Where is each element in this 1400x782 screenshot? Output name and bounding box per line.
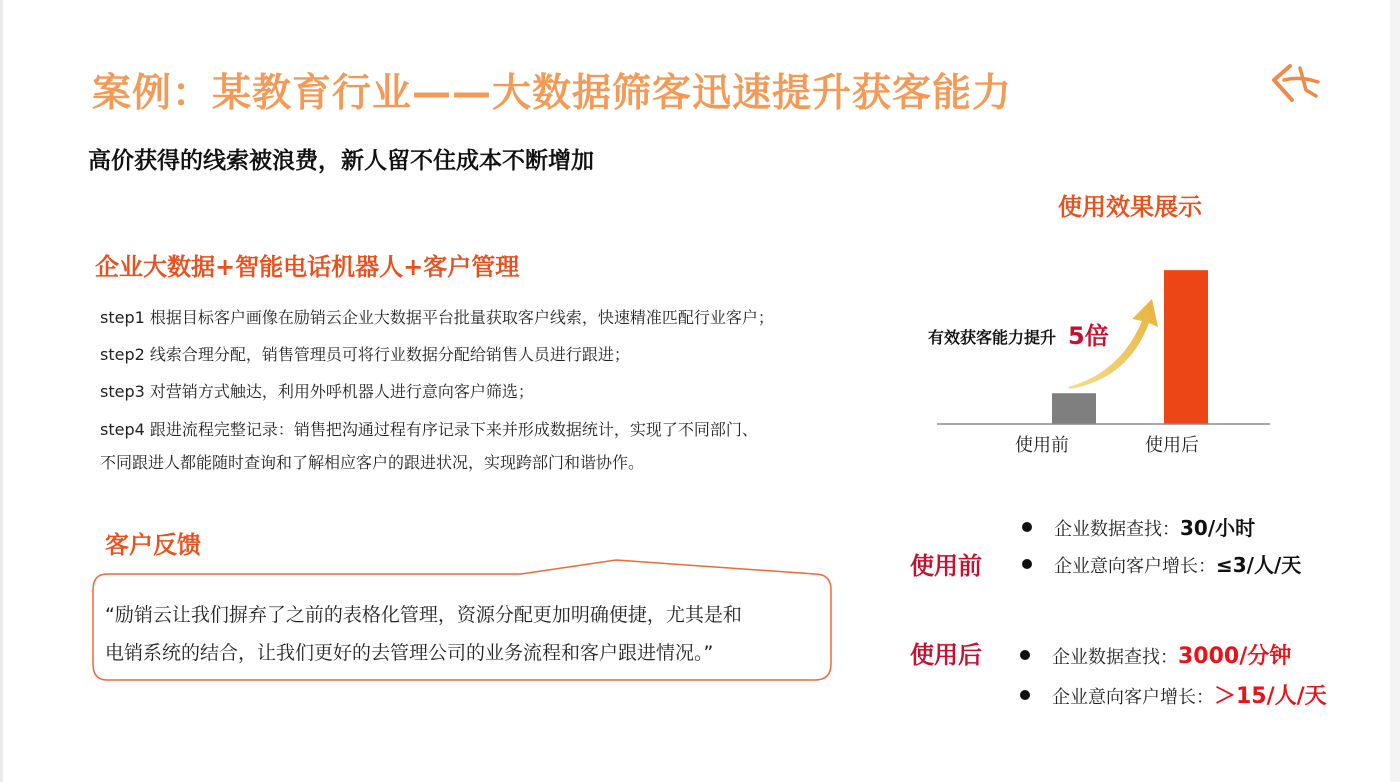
bar-after (1164, 270, 1208, 424)
step-1-text: step1 根据目标客户画像在励销云企业大数据平台批量获取客户线索，快速精准匹配行业客户； (100, 308, 774, 327)
solution-heading: 企业大数据+智能电话机器人+客户管理 (95, 253, 520, 281)
bullet-dot-icon (1022, 522, 1032, 532)
left-edge-shade (0, 0, 3, 782)
feedback-heading: 客户反馈 (105, 531, 201, 559)
after-item-1 (1020, 639, 1291, 670)
before-label: 使用前 (910, 552, 982, 580)
after-item-2 (1020, 679, 1327, 710)
step-4-text: step4 跟进流程完整记录：销售把沟通过程有序记录下来并形成数据统计，实现了不同部门、 (100, 420, 758, 439)
after-item-1-value: 3000/分钟 (1178, 644, 1292, 669)
chart-annotation-multiplier: 5倍 (1068, 322, 1109, 350)
after-item-2-label: 企业意向客户增长： (1052, 687, 1214, 708)
slide-title: 案例：某教育行业——大数据筛客迅速提升获客能力 (92, 71, 1013, 116)
quote-line-2: 电销系统的结合，让我们更好的去管理公司的业务流程和客户跟进情况。” (105, 642, 714, 664)
brand-logo-icon (1270, 60, 1322, 104)
step-3-text: step3 对营销方式触达，利用外呼机器人进行意向客户筛选； (100, 382, 534, 401)
bullet-dot-icon (1020, 650, 1030, 660)
quote-line-1: “励销云让我们摒弃了之前的表格化管理，资源分配更加明确便捷，尤其是和 (105, 604, 742, 626)
after-item-1-label: 企业数据查找： (1052, 647, 1178, 668)
before-item-2 (1022, 549, 1301, 578)
before-item-1-value: 30/小时 (1180, 516, 1256, 540)
chart-title: 使用效果展示 (1058, 193, 1202, 221)
step-2-text: step2 线索合理分配，销售管理员可将行业数据分配给销售人员进行跟进； (100, 345, 630, 364)
category-label-after: 使用后 (1145, 435, 1199, 456)
after-label: 使用后 (910, 641, 982, 669)
after-item-2-value: ＞15/人/天 (1214, 684, 1327, 709)
before-item-2-label: 企业意向客户增长： (1054, 556, 1216, 577)
before-item-1-label: 企业数据查找： (1054, 519, 1180, 540)
effect-bar-chart (920, 255, 1290, 465)
bullet-dot-icon (1022, 559, 1032, 569)
chart-annotation-text: 有效获客能力提升 (928, 328, 1057, 347)
before-item-2-value: ≤3/人/天 (1216, 553, 1302, 577)
before-item-1 (1022, 512, 1255, 541)
slide-subtitle: 高价获得的线索被浪费，新人留不住成本不断增加 (88, 148, 594, 174)
bar-before (1052, 393, 1096, 424)
bullet-dot-icon (1020, 690, 1030, 700)
category-label-before: 使用前 (1015, 435, 1069, 456)
right-edge-shade (1390, 0, 1400, 782)
step-4-continued-text: 不同跟进人都能随时查询和了解相应客户的跟进状况，实现跨部门和谐协作。 (100, 453, 645, 472)
